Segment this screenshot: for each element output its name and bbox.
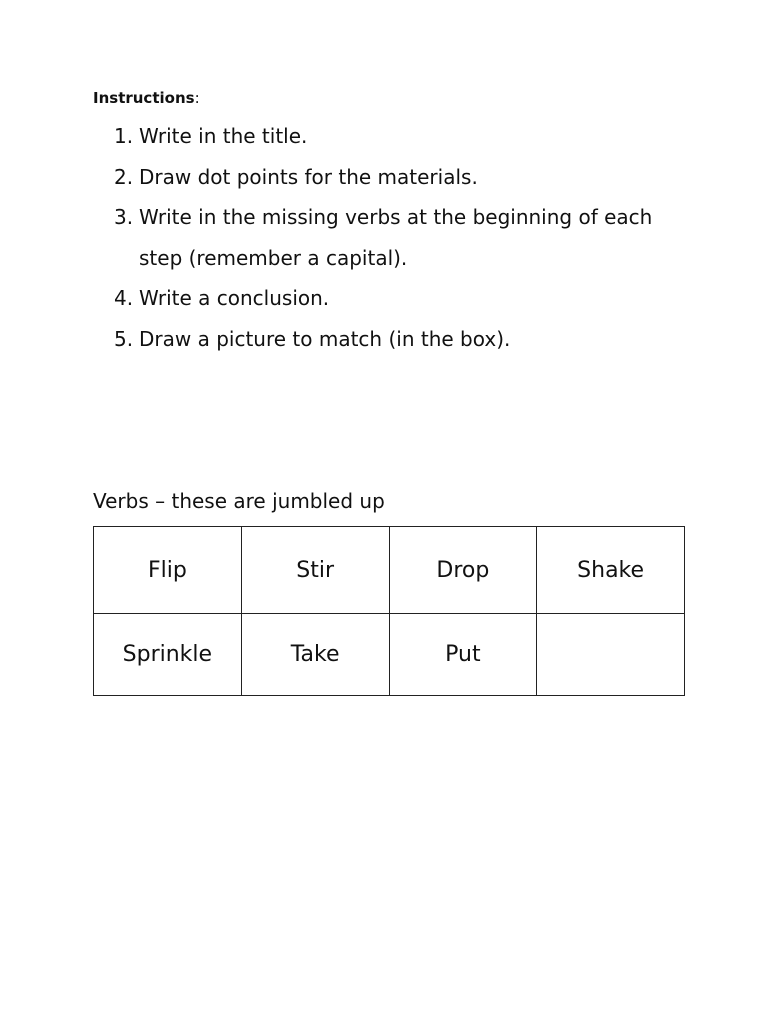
verbs-heading: Verbs – these are jumbled up — [93, 489, 385, 513]
step-number: 3. — [114, 205, 134, 229]
verb-cell: Flip — [94, 527, 242, 614]
verbs-row — [94, 614, 685, 696]
instruction-step — [114, 278, 674, 319]
verb-cell: Shake — [537, 527, 685, 614]
instructions-heading — [93, 88, 200, 108]
verb-cell: Put — [389, 614, 537, 696]
verb-cell: Drop — [389, 527, 537, 614]
step-text: Write in the missing verbs at the beginning of each step (remember a capital). — [139, 205, 653, 270]
step-text: Write a conclusion. — [139, 286, 330, 310]
verbs-row — [94, 527, 685, 614]
step-number: 2. — [114, 164, 134, 189]
instructions-heading-text: Instructions — [93, 89, 195, 107]
verbs-table — [93, 526, 685, 696]
instructions-heading-colon: : — [194, 89, 200, 107]
instruction-step — [114, 157, 674, 198]
step-number: 5. — [114, 326, 134, 351]
verb-cell: Take — [241, 614, 389, 696]
step-number: 4. — [114, 286, 134, 310]
verb-cell: Sprinkle — [94, 614, 242, 696]
step-text: Write in the title. — [139, 124, 308, 148]
step-text: Draw dot points for the materials. — [139, 164, 478, 189]
step-text: Draw a picture to match (in the box). — [139, 326, 511, 351]
step-number: 1. — [114, 124, 134, 148]
instruction-step — [114, 319, 674, 360]
instruction-step — [114, 116, 674, 157]
verb-cell: Stir — [241, 527, 389, 614]
instruction-step — [114, 197, 674, 278]
instructions-list — [114, 116, 674, 359]
verb-cell-empty — [537, 614, 685, 696]
